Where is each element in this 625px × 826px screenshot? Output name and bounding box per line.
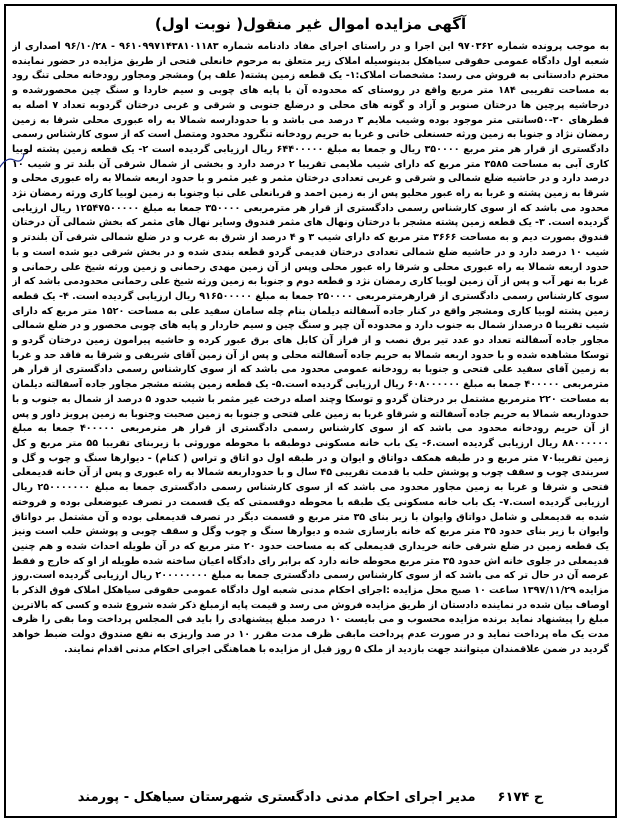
notice-footer [6, 782, 615, 812]
notice-body [12, 40, 609, 780]
reference-code: ح ۶۱۷۴ [497, 789, 544, 805]
title-box [6, 12, 615, 38]
notice-body-text: به موجب پرونده شماره ۹۷۰۳۶۲ این اجرا و در راستای اجرای مفاد دادنامه شماره ۹۶۱۰۹۹۷۱۴۳۸۱۰۱۱۸۳ - ۹۶/۱۰/۲۸ اصداری از شعبه اول دادگاه عمومی حقوقی سیاهکل بدینوسیله املاک زیر متعلق به مرحوم خانعلی فتحی از طریق مزایده در حضور نماینده محترم دادستانی به فروش می رسد: مشخصات املاک:۱- یک قطعه زمین پشته( علف پر) ومشجر ومجاور رودخانه محلی تنگ رود به مساحت تقریبی ۱۸۴ متر مربع واقع در روستای که محدوده آن با پایه های چوبی و سیم خاردا و سنگ چین محصورشده و درحاشیه پرچین ها درختان صنوبر و آزاد و گونه های محلی و درضلع جنوبی و شرقی و غربی درختان گردوبه تعداد ۷ اصله به قطرهای ۳۰-۵۰سانتی متر موجود بوده وشیب ملایم ۳ درصد می باشد و با حدودارسه شمالا به راه عبوری محلی شرقا به زمین رمضان نژاد و جنوبا به زمین ورثه حسنعلی خانی و غربا به حریم رودخانه تنگرود محدود ومتصل است که از سوی کارشناس رسمی دادگستری از قرار هر متر مربع ۳۵۰۰۰۰ ریال و جمعا به مبلغ ۶۴۴۰۰۰۰۰ ریال ارزیابی گردیده است ۲- یک قطعه زمین پشته لوبیا کاری آبی به مساحت ۳۵۸۵ متر مربع که دارای شیب ملایمی تقریبا ۲ درصد دارد و بخشی از شمال شرقی آن بلند تر و شیب ۱۰ درصد دارد و در حاشیه ضلع شمالی و شرقی و غربی تعدادی درختان مثمر و غیر مثمر و با حدود اربعه شمالا به راه عبوری محلی و شرقا به زمین پشته و غربا به راه عبور محلیو پس از به زمین احمد و قربانعلی علی نیا وجنوبا به زمین لوبیا کاری ورثه رمضان نژد محدود می باشد که از سوی کارشناس رسمی دادگستری از قرار هر مترمربعی ۳۵۰۰۰۰ جمعا به مبلغ ۱۲۵۴۷۵۰۰۰۰۰ ریال ارزیابی گردیده است. ۳- یک قطعه زمین پشته مشجر با درختان ونهال های مثمر فندوق وسایر نهال های مثمر که بخش شمالی آن درختان فندوق بصورت دیم و به مساحت ۳۶۶۶ متر مربع که دارای شیب ۳ و ۴ درصد از شرق به غرب و در ضلع شمالی شرقی آن بلندتر و شیب ۱۰ درصد دارد و در حاشیه ضلع شمالی تعدادی درختان قدیمی گردو قطعه بندی شده و در بخش شرقی دیو شده است و با حدود اربعه شمالا به راه عبوری محلی و شرقا راه عبور محلی وپس از آن زمین مهدی رحمانی و زمین ورثه شیخ علی رحمانی و غربا به نهر آب و پس از آن زمین لوبیا کاری رمضان نژد و قطعه دوم و جنوبا به زمین ورثه شیخ علی رحمانی محدودمی باشد که از سوی کارشناس رسمی دادگستری از قرارهرمترمربعی ۲۵۰۰۰۰ جمعا به مبلغ ۹۱۶۵۰۰۰۰۰ ریال ارزیابی گردیده است. ۴- یک قطعه زمین پشته لوبیا کاری ومشجر واقع در کنار جاده آسفالته دیلمان بنام چله سامان سفید علی به مساحت ۱۵۲۰ متر مربع که دارای شیب تقریبا ۵ درصداز شمال به جنوب دارد و محدوده آن چپر و سنگ چین و سیم خاردار و پایه های چوبی محصور و در ضلع شمالی مجاور جاده آسفالته تعداد دو عدد تیر برق نصب و از فراز آن کابل های برق عبور کرده و حاشیه پیرامون زمین درختان گردو و توسکا مشاهده شده و با حدود اربعه شمالا به حریم جاده آسفالته محلی و پس از آن زمین آقای شریفی و شرقا به فاقد حد و غربا به زمین آقای سفید علی فتحی و جنوبا به رودخانه عمومی محدود می باشد که از سوی کارشناس رسمی دادگستری از قرار هر مترمربعی ۴۰۰۰۰۰ جمعا به مبلغ ۶۰۸۰۰۰۰۰۰ ریال ارزیابی گردیده است.۵- یک قطعه زمین پشته مشجر مجاور جاده آسفالته دیلمان به مساحت ۲۲۰ مترمربع مشتمل بر درختان گردو و توسکا وچند اصله درخت غیر مثمر با شیب حدود ۵ درصد از شمال به جنوب و با حدوداربعه شمالا به حریم جاده آسفالته و شرقاو غربا به زمین علی فتحی و جنوبا به زمین صحبت وجنوبا به زمین پرویز داور و پس از آن حریم رودخانه محدود می باشد که از سوی کارشناس رسمی دادگستری از قرار هر مترمربعی ۴۰۰۰۰۰ جمعا به مبلغ ۸۸۰۰۰۰۰۰ ریال ارزیابی گردیده است.۶- یک باب خانه مسکونی دوطبقه با محوطه موروثی با زیربنای تقریبا ۵۵ متر مربع و کل زمین تقریبا۷۰ متر مربع و در طبقه همکف دواتاق و ایوان و در طبقه اول دو اتاق و تراس ( کنام) - دیوارها سنگ و چوب و گل و سربندی چوب و سقف چوب و پوشش حلب با قدمت تقریبی ۴۵ سال و با حدوداربعه شمالا به راه عبوری و پس از آن خانه قدیمعلی فتحی و شرقا و غربا به زمین مجاور محدود می باشد که از سوی کارشناس رسمی دادگستری جمعا به مبلغ ۲۵۰۰۰۰۰۰۰ ریال ارزیابی گردیده است.۷- یک باب خانه مسکونی یک طبقه با محوطه دوقسمتی که یک قسمت در تصرف عیوضعلی بوده و فروخته شده به قدیمعلی و شامل دواتاق وایوان با زیر بنای ۳۵ متر مربع و قسمت دیگر در تصرف قدیمعلی بوده و آن مشتمل بر دواتاق وایوان با زیر بنای حدود ۳۵ متر مربع که خانه بازسازی شده و دیوارها سنگ و چوب وگل و سقف چوبی و پوشش حلب است ونیز یک قطعه زمین در ضلع شرقی خانه خریداری قدیمعلی که به مساحت حدود ۲۰ متر مربع که در آن طویله احداث شده و هم چنین قدیمعلی در جلوی خانه اش حدود ۳۵ متر مربع محوطه خانه دارد که برابر رای دادگاه اعیان ساخته شده طویله از او که خارج و فقط عرصه آن در حال تر که می باشد که از سوی کارشناس رسمی دادگستری جمعا به مبلغ ۲۰۰۰۰۰۰۰۰ ریال ارزیابی گردیده است.روز مزایده ۱۳۹۷/۱۱/۲۹ ساعت ۱۰ صبح محل مزایده :اجرای احکام مدنی شعبه اول دادگاه عمومی حقوقی سیاهکل املاک فوق الذکر با اوصاف بیان شده در نماینده دادستان از طریق مزایده فروش می رسد و قیمت پایه ازمبلغ ذکر شده شروع شده و کسی که بالاترین مبلغ را پیشنهاد نماید برنده مزایده محسوب و می بایست ۱۰ درصد مبلغ پیشنهادی را باید فی المجلس پرداخت وما بقی را ظرف مدت یک ماه پرداخت نماید و در صورت عدم پرداخت مابقی ظرف مدت مقرر ۱۰ در صد واریزی به نفع صندوق دولت ضبط خواهد گردید در ضمن علاقمندان میتوانند جهت بازدید از ملک ۵ روز قبل از مزایده با هماهنگی اجرای احکام مدنی اقدام نمایند. [12, 41, 609, 655]
pen-mark-icon [0, 150, 26, 176]
signature-line: مدیر اجرای احکام مدنی دادگستری شهرستان سیاهکل - پورمند [77, 789, 476, 805]
notice-title: آگهی مزایده اموال غیر منقول( نوبت اول) [154, 15, 467, 33]
notice-frame [4, 4, 617, 818]
